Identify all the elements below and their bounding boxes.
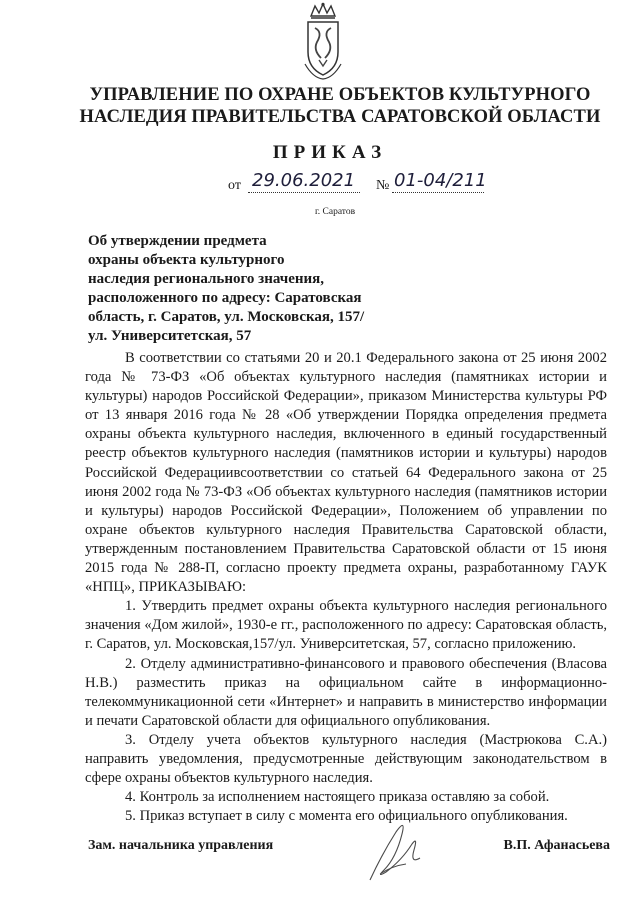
date-label: от <box>228 178 241 193</box>
agency-line-2: НАСЛЕДИЯ ПРАВИТЕЛЬСТВА САРАТОВСКОЙ ОБЛАСТИ <box>79 107 601 127</box>
subject-line: наследия регионального значения, <box>88 271 325 287</box>
order-item-3: 3. Отделу учета объектов культурного наследия (Мастрюкова С.А.) направить уведомления, предусмотренные действующим законодательством в сфере охраны объектов культурного наследия. <box>85 731 607 787</box>
subject-line: область, г. Саратов, ул. Московская, 157/ <box>88 309 365 325</box>
order-subject <box>88 232 408 346</box>
order-date-number <box>228 170 488 198</box>
saratov-coat-of-arms-icon <box>303 2 343 80</box>
order-body <box>85 349 607 826</box>
document-title: ПРИКАЗ <box>272 142 388 163</box>
number-label: № <box>376 178 390 193</box>
subject-line: охраны объекта культурного <box>88 252 285 268</box>
agency-line-1: УПРАВЛЕНИЕ ПО ОХРАНЕ ОБЪЕКТОВ КУЛЬТУРНОГО <box>89 85 591 105</box>
subject-line: ул. Университетская, 57 <box>88 328 252 344</box>
order-item-2: 2. Отделу административно-финансового и правового обеспечения (Власова Н.В.) разместить приказ на официальном сайте в информационно-телекоммуникационной сети «Интернет» и направить в министерство информации и печати Саратовской области для официального опубликования. <box>85 655 607 729</box>
order-item-1: 1. Утвердить предмет охраны объекта культурного наследия регионального значения «Дом жилой», 1930-е гг., расположенного по адресу: Саратовская область, г. Саратов, ул. Московская,157/ул. Университетская, 57, согласно приложению. <box>85 598 607 653</box>
subject-line: Об утверждении предмета <box>88 233 267 249</box>
city: г. Саратов <box>314 207 356 217</box>
order-date: 29.06.2021 <box>252 170 356 191</box>
signatory-name: В.П. Афанасьева <box>503 838 610 853</box>
preamble-paragraph: В соответствии со статьями 20 и 20.1 Федерального закона от 25 июня 2002 года № 73-ФЗ «Об объектах культурного наследия (памятниках истории и культуры) народов Российской Федерации», приказом Министерства культуры РФ от 13 января 2016 года № 28 «Об утверждении Порядка определения предмета охраны объекта культурного наследия, включенного в единый государственный реестр объектов культурного наследия (памятников истории и культуры) народов Российской Федерациивсоответствии со статьей 64 Федерального закона от 25 июня 2002 года № 73-ФЗ «Об объектах культурного наследия (памятников истории и культуры) народов Российской Федерации», Положением об управлении по охране объектов культурного наследия Правительства Саратовской области, утвержденным постановлением Правительства Саратовской области от 15 июня 2015 года № 288-П, согласно проекту предмета охраны, разработанному ГАУК «НПЦ», ПРИКАЗЫВАЮ: <box>85 350 607 596</box>
order-item-5: 5. Приказ вступает в силу с момента его официального опубликования. <box>125 808 568 825</box>
date-underline <box>248 192 360 193</box>
signatory-position: Зам. начальника управления <box>88 838 274 853</box>
signature-block <box>88 838 610 862</box>
number-underline <box>392 192 484 193</box>
order-number: 01-04/211 <box>394 170 487 191</box>
order-item-4: 4. Контроль за исполнением настоящего приказа оставляю за собой. <box>125 789 550 806</box>
agency-name <box>60 84 620 128</box>
subject-line: расположенного по адресу: Саратовская <box>88 290 362 306</box>
